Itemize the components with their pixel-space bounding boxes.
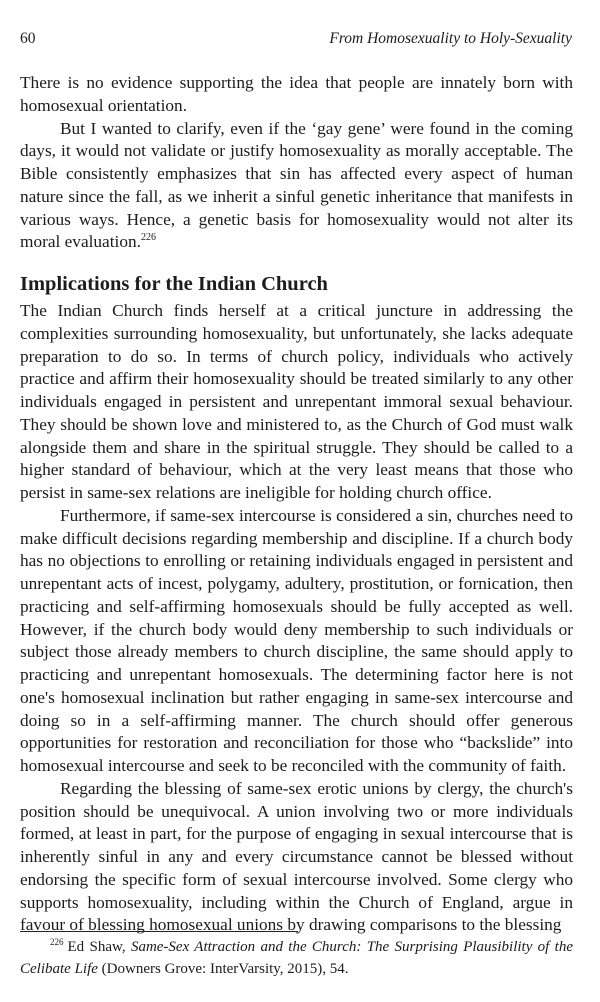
paragraph-5: Regarding the blessing of same-sex erotic unions by clergy, the church's position should be unequivocal. A union involving two or more individuals formed, at least in part, for the purpose of engaging in sexual intercourse that is inherently sinful in any and every circumstance cannot be blessed without endorsing the specific form of sexual intercourse involved. Some clergy who supports homosexuality, including within the Church of England, argue in favour of blessing homosexual unions by drawing comparisons to the blessing <box>20 778 573 935</box>
page-number: 60 <box>20 30 36 47</box>
running-header <box>20 30 572 48</box>
footnote-number: 226 <box>50 937 64 947</box>
footnote-divider <box>20 931 298 932</box>
page-body <box>20 72 573 937</box>
footnote-ref-226[interactable]: 226 <box>140 232 156 244</box>
paragraph-1: There is no evidence supporting the idea that people are innately born with homosexual orientation. <box>20 73 573 115</box>
footnote-226 <box>20 936 573 980</box>
footnote-author: Ed Shaw, <box>67 939 126 955</box>
paragraph-4: Furthermore, if same-sex intercourse is considered a sin, churches need to make difficult decisions regarding membership and discipline. If a church body has no objections to enrolling or retaining individuals engaged in persistent and unrepentant acts of incest, polygamy, adultery, prostitution, or fornication, then practicing and self-affirming homosexuals should be fully accepted as well. However, if the church body would deny membership to such individuals or subject those already members to church discipline, the same should apply to practicing and unrepentant homosexuals. The determining factor here is not one's homosexual inclination but rather engaging in same-sex intercourse and doing so in a self-affirming manner. The church should offer generous opportunities for restoration and reconciliation for those who “backslide” into homosexual intercourse and seek to be reconciled with the community of faith. <box>20 505 573 775</box>
paragraph-2: But I wanted to clarify, even if the ‘gay gene’ were found in the coming days, it would not validate or justify homosexuality as morally acceptable. The Bible consistently emphasizes that sin has affected every aspect of human nature since the fall, as we inherit a sinful genetic inheritance that manifests in various ways. Hence, a genetic basis for homosexuality would not alter its moral evaluation.$^{226}$ <box>20 118 573 252</box>
section-heading: Implications for the Indian Church <box>20 273 328 295</box>
running-title: From Homosexuality to Holy-Sexuality <box>329 30 572 47</box>
paragraph-3: The Indian Church finds herself at a critical juncture in addressing the complexities surrounding homosexuality, but unfortunately, she lacks adequate preparation to do so. In terms of church policy, individuals who actively practice and affirm their homosexuality should be treated similarly to any other individuals engaged in persistent and unrepentant immoral sexual behaviour. They should be shown love and ministered to, as the Church of God must walk alongside them and share in the spiritual struggle. They should be called to a higher standard of behaviour, which at the very least means that those who persist in same-sex relations are ineligible for holding church office. <box>20 301 573 502</box>
footnote-publication: (Downers Grove: InterVarsity, 2015), 54. <box>101 961 349 977</box>
footnote-title: Same-Sex Attraction and the Church: The Surprising Plausibility of the Celibate Life <box>20 939 574 977</box>
